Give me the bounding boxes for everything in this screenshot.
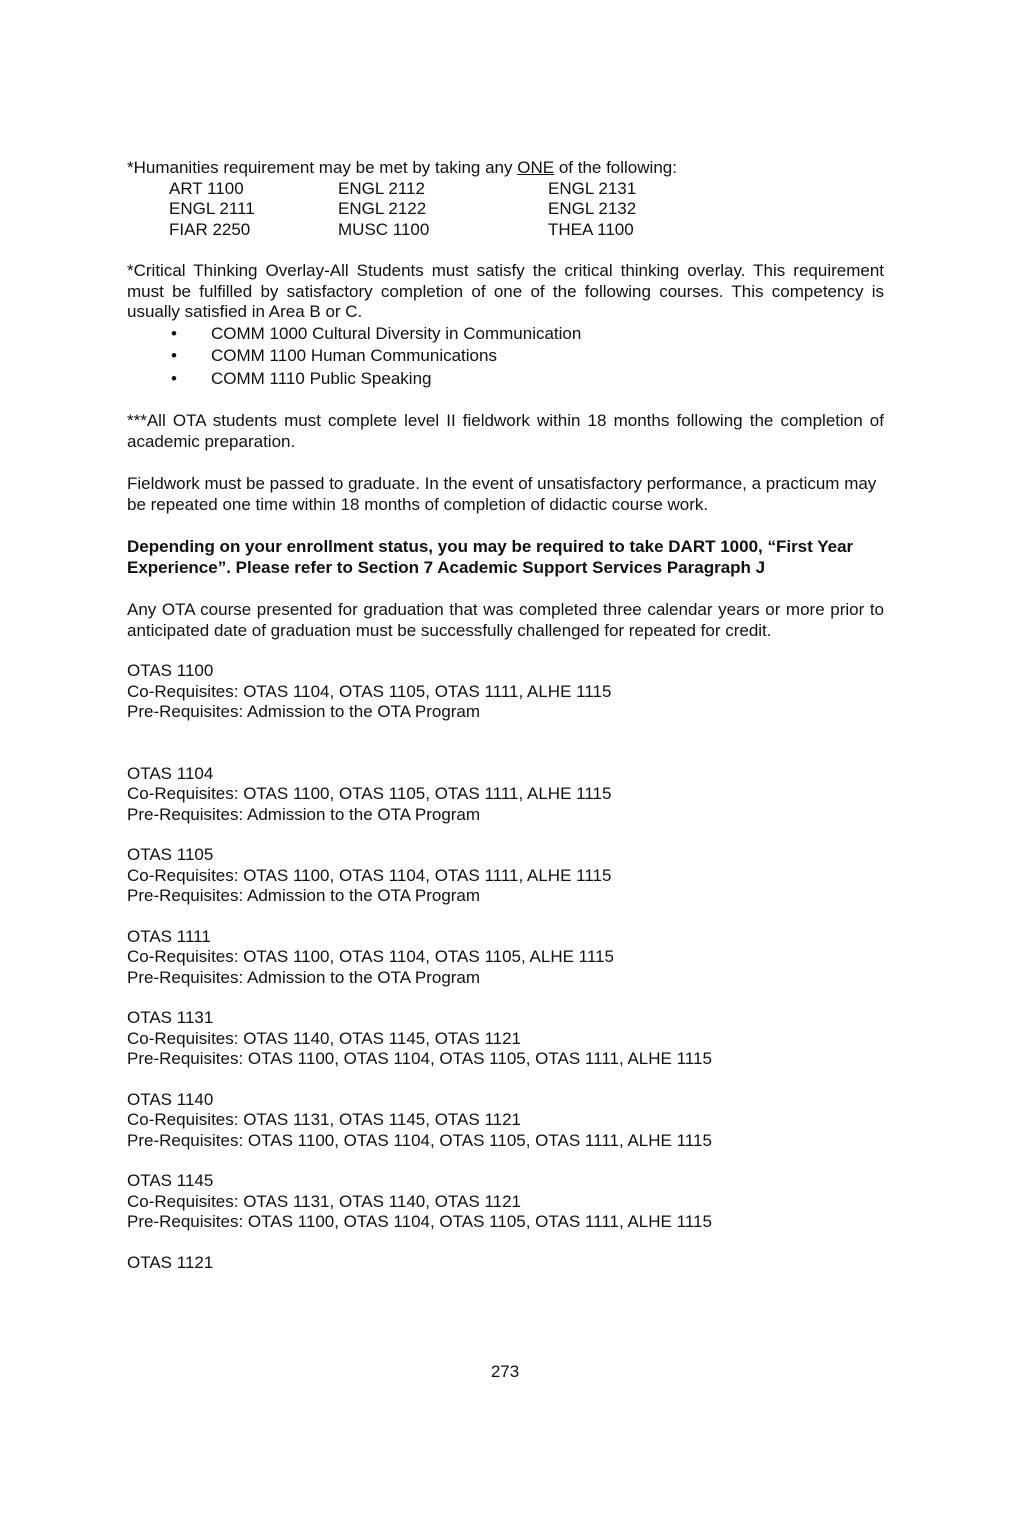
- course-block: [127, 764, 884, 826]
- humanities-course-grid: [169, 179, 884, 241]
- critical-thinking-paragraph: *Critical Thinking Overlay-All Students must satisfy the critical thinking overlay. This requirement must be fulfilled by satisfactory completion of one of the following courses. This competency is usually satisfied in Area B or C.: [127, 261, 884, 321]
- course-code: OTAS 1105: [127, 845, 214, 864]
- humanities-course: ART 1100: [169, 178, 244, 198]
- course-prerequisites: Pre-Requisites: OTAS 1100, OTAS 1104, OTAS 1105, OTAS 1111, ALHE 1115: [127, 1049, 712, 1068]
- humanities-intro-pre: *Humanities requirement may be met by taking any: [127, 158, 518, 177]
- course-block: [127, 1008, 884, 1070]
- course-prerequisites: Pre-Requisites: Admission to the OTA Program: [127, 886, 481, 905]
- course-block: [127, 1171, 884, 1233]
- page-number: 273: [490, 1362, 520, 1381]
- humanities-course: ENGL 2111: [169, 199, 255, 218]
- humanities-course: ENGL 2122: [338, 199, 427, 218]
- bullet-icon: •: [171, 368, 177, 388]
- humanities-intro-post: of the following:: [554, 158, 677, 177]
- list-item: [127, 368, 884, 391]
- list-item-text: COMM 1100 Human Communications: [211, 346, 497, 365]
- humanities-course: ENGL 2132: [548, 199, 637, 218]
- humanities-course: ENGL 2112: [338, 178, 425, 198]
- bullet-icon: •: [171, 323, 177, 343]
- course-block: [127, 927, 884, 989]
- humanities-intro-emphasis: ONE: [517, 158, 555, 177]
- course-corequisites: Co-Requisites: OTAS 1100, OTAS 1104, OTAS 1111, ALHE 1115: [127, 865, 612, 885]
- fieldwork-level2-paragraph: ***All OTA students must complete level II fieldwork within 18 months following the completion of academic preparation.: [127, 411, 884, 451]
- document-page: [127, 158, 884, 1273]
- course-corequisites: Co-Requisites: OTAS 1100, OTAS 1105, OTAS 1111, ALHE 1115: [127, 784, 612, 803]
- list-item-text: COMM 1110 Public Speaking: [211, 368, 432, 388]
- course-prerequisites: Pre-Requisites: Admission to the OTA Program: [127, 702, 481, 721]
- course-code: OTAS 1140: [127, 1089, 214, 1109]
- course-code: OTAS 1100: [127, 661, 214, 680]
- course-prerequisites: Pre-Requisites: OTAS 1100, OTAS 1104, OTAS 1105, OTAS 1111, ALHE 1115: [127, 1130, 712, 1150]
- course-prerequisites: Pre-Requisites: Admission to the OTA Program: [127, 804, 481, 824]
- course-code: OTAS 1104: [127, 763, 214, 783]
- course-prerequisites: Pre-Requisites: Admission to the OTA Program: [127, 967, 481, 987]
- course-block: [127, 1090, 884, 1152]
- humanities-intro: [127, 158, 884, 179]
- course-code: OTAS 1121: [127, 1252, 214, 1272]
- ota-course-rule-paragraph: Any OTA course presented for graduation that was completed three calendar years or more prior to anticipated date of graduation must be successfully challenged for repeated for credit.: [127, 600, 884, 640]
- course-block: [127, 845, 884, 907]
- course-code: OTAS 1131: [127, 1008, 214, 1027]
- course-corequisites: Co-Requisites: OTAS 1131, OTAS 1140, OTAS 1121: [127, 1191, 522, 1211]
- list-item: [127, 345, 884, 368]
- course-corequisites: Co-Requisites: OTAS 1131, OTAS 1145, OTAS 1121: [127, 1110, 522, 1129]
- list-item: [127, 323, 884, 346]
- course-corequisites: Co-Requisites: OTAS 1100, OTAS 1104, OTAS 1105, ALHE 1115: [127, 947, 614, 966]
- critical-thinking-list: [127, 323, 884, 391]
- course-block: [127, 661, 884, 723]
- course-prerequisites: Pre-Requisites: OTAS 1100, OTAS 1104, OTAS 1105, OTAS 1111, ALHE 1115: [127, 1212, 712, 1231]
- dart-notice: Depending on your enrollment status, you may be required to take DART 1000, “First Year Experience”. Please refer to Section 7 Academic Support Services Paragraph J: [127, 537, 854, 577]
- course-corequisites: Co-Requisites: OTAS 1140, OTAS 1145, OTAS 1121: [127, 1028, 522, 1048]
- bullet-icon: •: [171, 346, 177, 365]
- course-code: OTAS 1111: [127, 926, 211, 946]
- course-code: OTAS 1145: [127, 1171, 214, 1190]
- humanities-course: THEA 1100: [548, 219, 634, 239]
- humanities-course: FIAR 2250: [169, 219, 251, 239]
- list-item-text: COMM 1000 Cultural Diversity in Communication: [211, 323, 582, 343]
- course-corequisites: Co-Requisites: OTAS 1104, OTAS 1105, OTAS 1111, ALHE 1115: [127, 681, 612, 701]
- humanities-course: MUSC 1100: [338, 219, 430, 239]
- course-block: [127, 1253, 884, 1274]
- fieldwork-pass-paragraph: Fieldwork must be passed to graduate. In the event of unsatisfactory performance, a practicum may be repeated one time within 18 months of completion of didactic course work.: [127, 474, 877, 514]
- humanities-course: ENGL 2131: [548, 178, 637, 198]
